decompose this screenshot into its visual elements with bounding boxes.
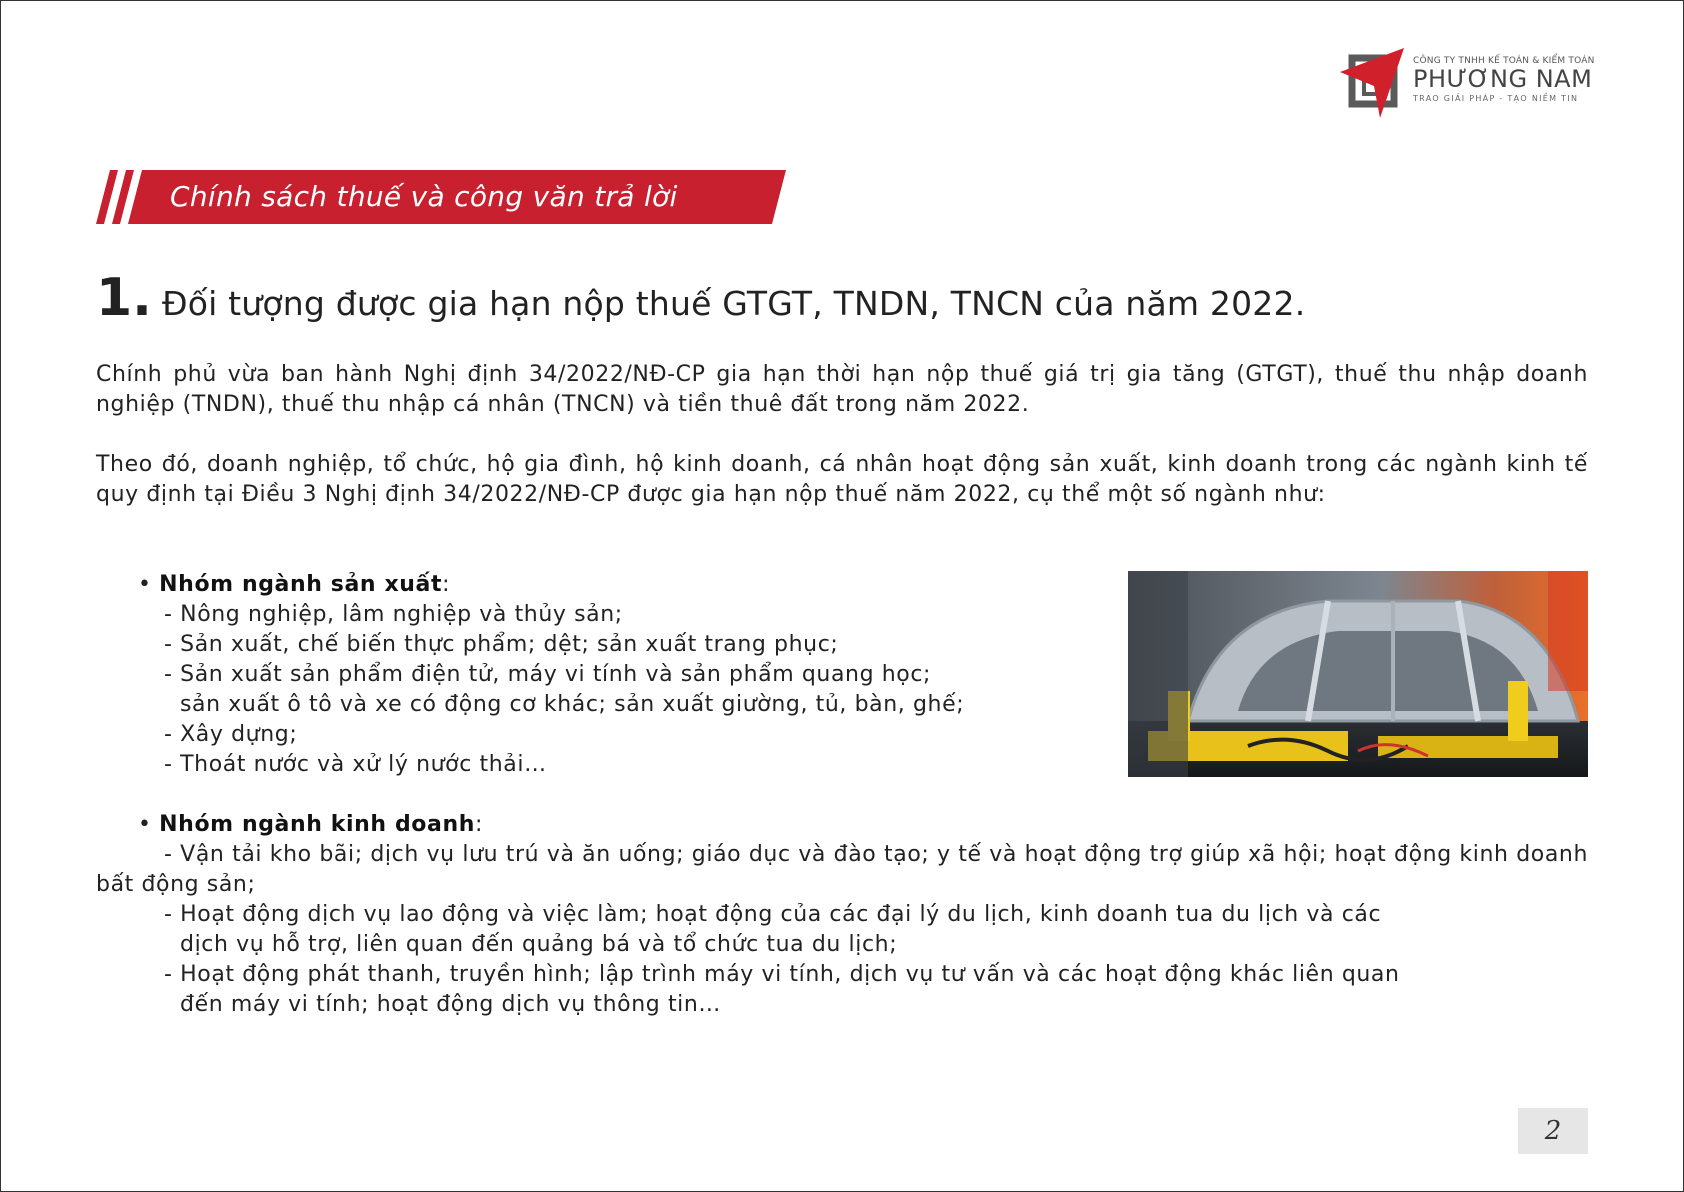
list-item: sản xuất ô tô và xe có động cơ khác; sản xuất giường, tủ, bàn, ghế; <box>180 692 965 717</box>
list-item: - Hoạt động dịch vụ lao động và việc làm; hoạt động của các đại lý du lịch, kinh doanh tua du lịch và các <box>164 902 1382 927</box>
list-item: - Nông nghiệp, lâm nghiệp và thủy sản; <box>164 602 623 627</box>
heading-title: Đối tượng được gia hạn nộp thuế GTGT, TNDN, TNCN của năm 2022. <box>161 284 1306 323</box>
list-item: • Nhóm ngành kinh doanh: <box>138 812 483 837</box>
banner-label: Chính sách thuế và công văn trả lời <box>170 180 678 213</box>
factory-photo <box>1128 571 1588 777</box>
company-logo <box>1340 48 1595 120</box>
list-item: • Nhóm ngành sản xuất: <box>138 572 451 597</box>
car-assembly-image <box>1128 571 1588 777</box>
industry-group-business <box>96 810 1588 1020</box>
section-banner <box>96 170 786 224</box>
list-item: - Sản xuất sản phẩm điện tử, máy vi tính và sản phẩm quang học; <box>164 662 932 687</box>
logo-company-line: CÔNG TY TNHH KẾ TOÁN & KIỂM TOÁN <box>1413 56 1595 66</box>
logo-slogan: TRAO GIẢI PHÁP - TẠO NIỀM TIN <box>1413 94 1579 103</box>
paragraph-detail: Theo đó, doanh nghiệp, tổ chức, hộ gia đình, hộ kinh doanh, cá nhân hoạt động sản xuất, kinh doanh trong các ngành kinh tế quy định tại Điều 3 Nghị định 34/2022/NĐ-CP được gia hạn nộp thuế năm 2022, cụ thể một số ngành như: <box>96 452 1588 507</box>
logo-company-name: PHƯƠNG NAM <box>1413 65 1593 93</box>
list-item: - Vận tải kho bãi; dịch vụ lưu trú và ăn uống; giáo dục và đào tạo; y tế và hoạt động trợ giúp xã hội; hoạt động kinh doanh bất động sản; <box>96 842 1588 897</box>
heading-number: 1. <box>96 268 152 328</box>
list-item: dịch vụ hỗ trợ, liên quan đến quảng bá và tổ chức tua du lịch; <box>180 932 898 957</box>
logo-mark-icon <box>1340 48 1404 120</box>
paragraph-intro: Chính phủ vừa ban hành Nghị định 34/2022/NĐ-CP gia hạn thời hạn nộp thuế giá trị gia tăng (GTGT), thuế thu nhập doanh nghiệp (TNDN), thuế thu nhập cá nhân (TNCN) và tiền thuê đất trong năm 2022. <box>96 362 1588 417</box>
group-title: Nhóm ngành sản xuất <box>159 572 443 597</box>
list-item: - Thoát nước và xử lý nước thải… <box>164 752 547 777</box>
section-heading <box>96 268 1596 328</box>
list-item: đến máy vi tính; hoạt động dịch vụ thông tin… <box>180 992 722 1017</box>
list-item: - Hoạt động phát thanh, truyền hình; lập trình máy vi tính, dịch vụ tư vấn và các hoạt động khác liên quan <box>164 962 1400 987</box>
list-item: - Sản xuất, chế biến thực phẩm; dệt; sản xuất trang phục; <box>164 632 839 657</box>
list-item: - Xây dựng; <box>164 722 298 747</box>
group-title: Nhóm ngành kinh doanh <box>159 812 475 837</box>
page-number: 2 <box>1518 1108 1588 1154</box>
industry-group-production <box>96 570 964 780</box>
